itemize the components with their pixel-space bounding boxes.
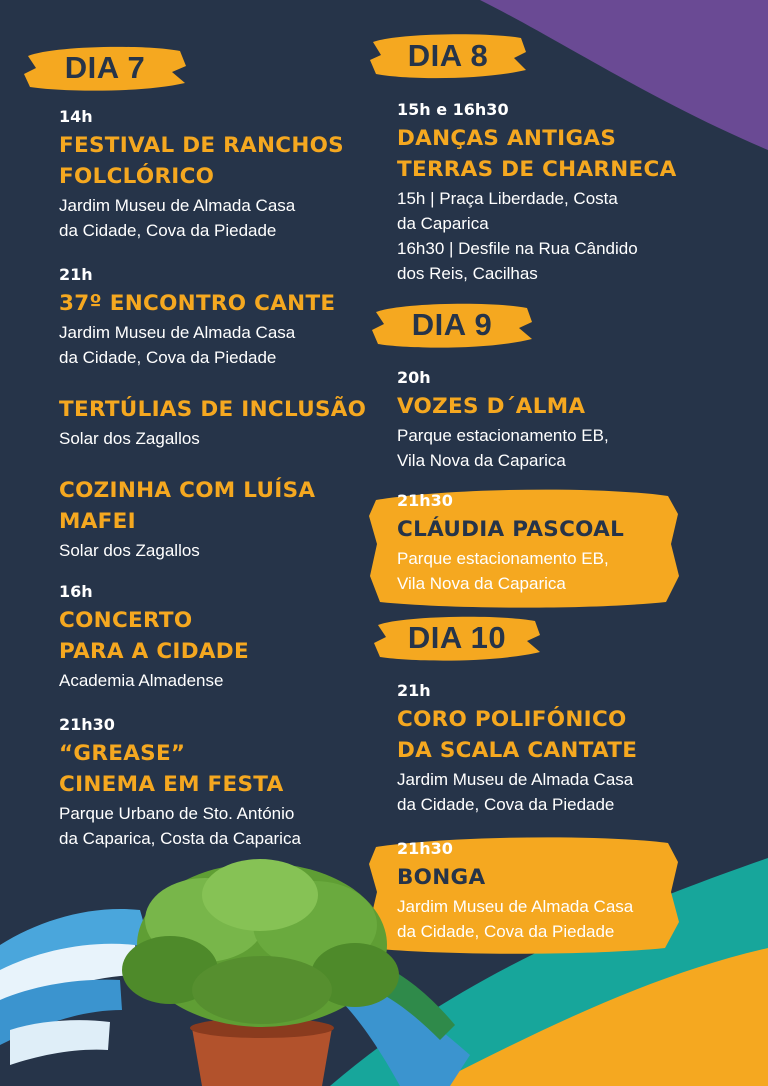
event-claudia-pascoal-highlight [368, 484, 682, 610]
event-location: 15h | Praça Liberdade, Costa da Caparica 16h30 | Desfile na Rua Cândido dos Reis, Cacilhas [397, 189, 638, 283]
day-10-label: DIA 10 [407, 620, 507, 655]
event-location: Solar dos Zagallos [59, 541, 200, 560]
event-time: 21h [59, 265, 93, 284]
event-cozinha-luisa-mafei [59, 475, 315, 563]
event-time: 20h [397, 368, 431, 387]
event-dancas-antigas [397, 99, 677, 286]
event-location: Parque estacionamento EB, Vila Nova da Caparica [397, 426, 609, 470]
event-title: FESTIVAL DE RANCHOS FOLCLÓRICO [59, 133, 344, 189]
event-title: CLÁUDIA PASCOAL [397, 517, 625, 542]
event-time: 21h30 [59, 715, 115, 734]
garland-left-decoration [0, 909, 150, 1065]
event-location: Parque estacionamento EB, Vila Nova da Caparica [397, 549, 609, 593]
event-title: DANÇAS ANTIGAS TERRAS DE CHARNECA [397, 126, 677, 182]
event-location: Jardim Museu de Almada Casa da Cidade, Cova da Piedade [397, 770, 634, 814]
event-vozes-alma [397, 367, 609, 473]
event-time: 21h30 [397, 491, 453, 510]
event-location: Academia Almadense [59, 671, 224, 690]
day-9-badge [370, 299, 534, 351]
event-encontro-cante [59, 264, 335, 370]
event-coro-polifonico [397, 680, 637, 817]
event-time: 21h30 [397, 839, 453, 858]
day-10-badge [372, 612, 542, 664]
event-concerto-cidade [59, 581, 249, 693]
event-location: Jardim Museu de Almada Casa da Cidade, Cova da Piedade [397, 897, 634, 941]
event-location: Parque Urbano de Sto. António da Caparica, Costa da Caparica [59, 804, 301, 848]
event-title: BONGA [397, 865, 486, 890]
event-title: TERTÚLIAS DE INCLUSÃO [59, 397, 367, 422]
event-title: CONCERTO PARA A CIDADE [59, 608, 249, 664]
event-time: 15h e 16h30 [397, 100, 509, 119]
day-9-label: DIA 9 [411, 307, 493, 342]
event-tertulias-inclusao [59, 394, 366, 451]
basil-plant-illustration [0, 850, 560, 1086]
day-8-badge [368, 30, 528, 82]
event-title: CORO POLIFÓNICO DA SCALA CANTATE [397, 707, 638, 763]
event-time: 21h [397, 681, 431, 700]
event-title: “GREASE” CINEMA EM FESTA [59, 741, 284, 797]
event-title: COZINHA COM LUÍSA MAFEI [59, 478, 316, 534]
event-grease-cinema [59, 714, 301, 851]
day-8-label: DIA 8 [407, 38, 489, 73]
event-time: 16h [59, 582, 93, 601]
event-festival-ranchos [59, 106, 344, 243]
event-location: Jardim Museu de Almada Casa da Cidade, Cova da Piedade [59, 323, 296, 367]
event-title: VOZES D´ALMA [397, 394, 586, 419]
event-time: 14h [59, 107, 93, 126]
day-7-badge [22, 42, 188, 94]
event-location: Solar dos Zagallos [59, 429, 200, 448]
event-title: 37º ENCONTRO CANTE [59, 291, 336, 316]
event-location: Jardim Museu de Almada Casa da Cidade, Cova da Piedade [59, 196, 296, 240]
day-7-label: DIA 7 [64, 50, 146, 85]
basil-leaves [122, 859, 399, 1027]
